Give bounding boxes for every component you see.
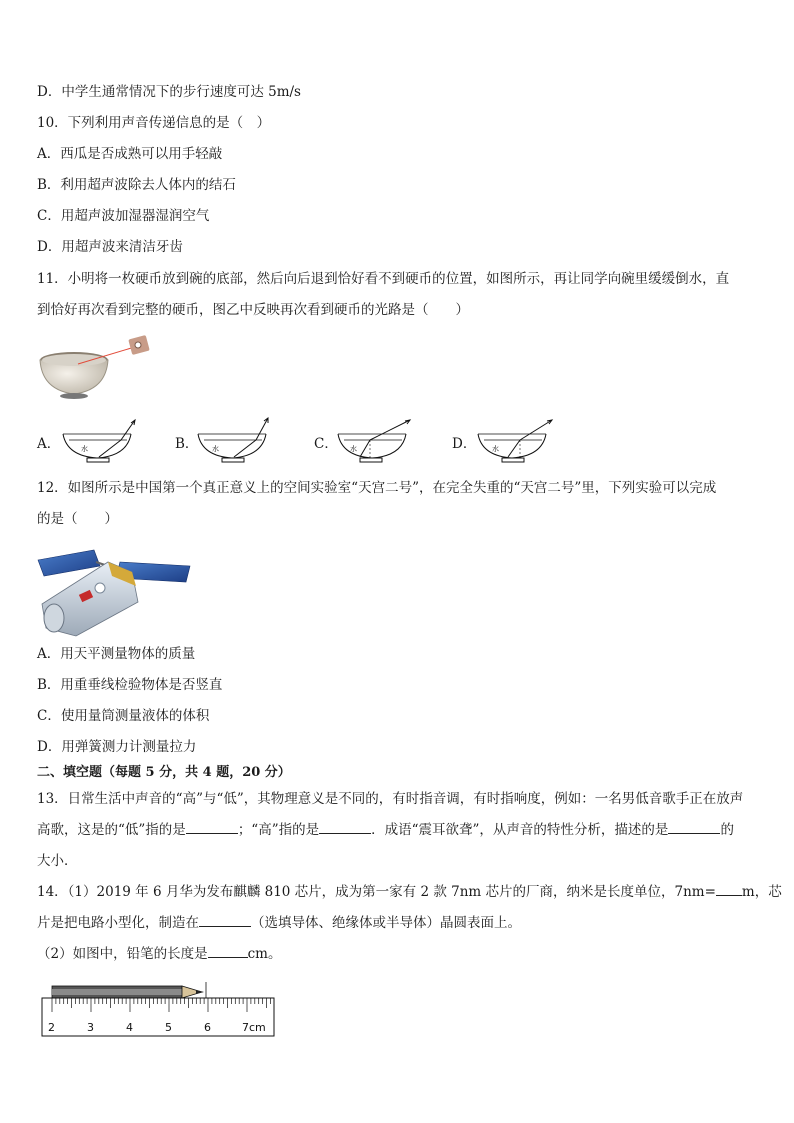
q11-option-a-diagram (57, 414, 139, 466)
water-label: 水 (350, 445, 357, 453)
q14-line3 (37, 945, 281, 963)
q14-text-b: m，芯 (741, 884, 782, 900)
q13-text-c: ．成语“震耳欲聋”，从声音的特性分析，描述的是 (371, 822, 669, 838)
q13-text-b: ；“高”指的是 (237, 822, 320, 838)
q12-option-c: C．使用量筒测量液体的体积 (37, 708, 210, 724)
ruler-label-4: 4 (126, 1021, 133, 1034)
q12-option-b: B．用重垂线检验物体是否竖直 (37, 677, 223, 693)
section-2-heading: 二、填空题（每题 5 分，共 4 题，20 分） (37, 765, 291, 780)
q13-text-a: 高歌，这是的“低”指的是 (37, 822, 186, 838)
q12-option-a: A．用天平测量物体的质量 (37, 646, 196, 662)
q12-stem-line1: 12．如图所示是中国第一个真正意义上的空间实验室“天宫二号”，在完全失重的“天宫二号”里，下列实验可以完成 (37, 480, 717, 496)
tiangong-2-image (36, 542, 194, 638)
q11-option-a-label: A． (37, 436, 61, 452)
q11-stem-line2: 到恰好再次看到完整的硬币，图乙中反映再次看到硬币的光路是（ ） (37, 302, 469, 318)
q14-text-c: 片是把电路小型化，制造在 (37, 915, 199, 931)
q11-option-d-diagram (472, 414, 554, 466)
bowl-photo (38, 332, 154, 400)
ruler-label-3: 3 (87, 1021, 94, 1034)
q11-stem-line1: 11．小明将一枚硬币放到碗的底部，然后向后退到恰好看不到硬币的位置，如图所示，再让同学向碗里缓缓倒水，直 (37, 271, 730, 287)
q13-blank-2[interactable] (319, 821, 371, 834)
ruler-label-5: 5 (165, 1021, 172, 1034)
q14-blank-2[interactable] (199, 914, 251, 927)
water-label: 水 (81, 445, 88, 453)
q14-text-e: （2）如图中，铅笔的长度是 (37, 946, 208, 962)
water-label: 水 (492, 445, 499, 453)
q13-line3: 大小． (37, 853, 78, 869)
q13-text-d: 的 (720, 822, 734, 838)
q12-stem-line2: 的是（ ） (37, 511, 118, 527)
q9-option-d: D．中学生通常情况下的步行速度可达 5m/s (37, 84, 301, 100)
q14-blank-3[interactable] (208, 945, 248, 958)
q10-option-d: D．用超声波来清洁牙齿 (37, 239, 183, 255)
q12-option-d: D．用弹簧测力计测量拉力 (37, 739, 197, 755)
q11-option-c-label: C． (314, 436, 338, 452)
q14-text-d: （选填导体、绝缘体或半导体）晶圆表面上。 (251, 915, 521, 931)
q11-option-b-diagram (192, 414, 274, 466)
q11-option-b-label: B． (175, 436, 199, 452)
ruler-label-7cm: 7cm (242, 1021, 266, 1034)
q13-line1: 13．日常生活中声音的“高”与“低”，其物理意义是不同的，有时指音调，有时指响度，例如：一名男低音歌手正在放声 (37, 791, 744, 807)
q10-option-a: A．西瓜是否成熟可以用手轻敲 (37, 146, 223, 162)
q14-text-a: 14．（1）2019 年 6 月华为发布麒麟 810 芯片，成为第一家有 2 款 7nm 芯片的厂商，纳米是长度单位，7nm= (37, 884, 716, 900)
q13-line2 (37, 821, 734, 839)
q14-blank-1[interactable] (716, 883, 742, 896)
ruler-label-6: 6 (204, 1021, 211, 1034)
q14-line2 (37, 914, 521, 932)
q13-blank-1[interactable] (186, 821, 238, 834)
q11-option-c-diagram (332, 414, 414, 466)
q10-option-c: C．用超声波加湿器湿润空气 (37, 208, 210, 224)
ruler-label-2: 2 (48, 1021, 55, 1034)
q10-stem: 10．下列利用声音传递信息的是（ ） (37, 115, 271, 131)
water-label: 水 (212, 445, 219, 453)
q10-option-b: B．利用超声波除去人体内的结石 (37, 177, 236, 193)
q13-blank-3[interactable] (668, 821, 720, 834)
q14-line1 (37, 883, 782, 901)
q14-text-f: cm。 (247, 946, 282, 962)
q11-option-d-label: D． (452, 436, 477, 452)
pencil-ruler-figure (40, 980, 278, 1040)
